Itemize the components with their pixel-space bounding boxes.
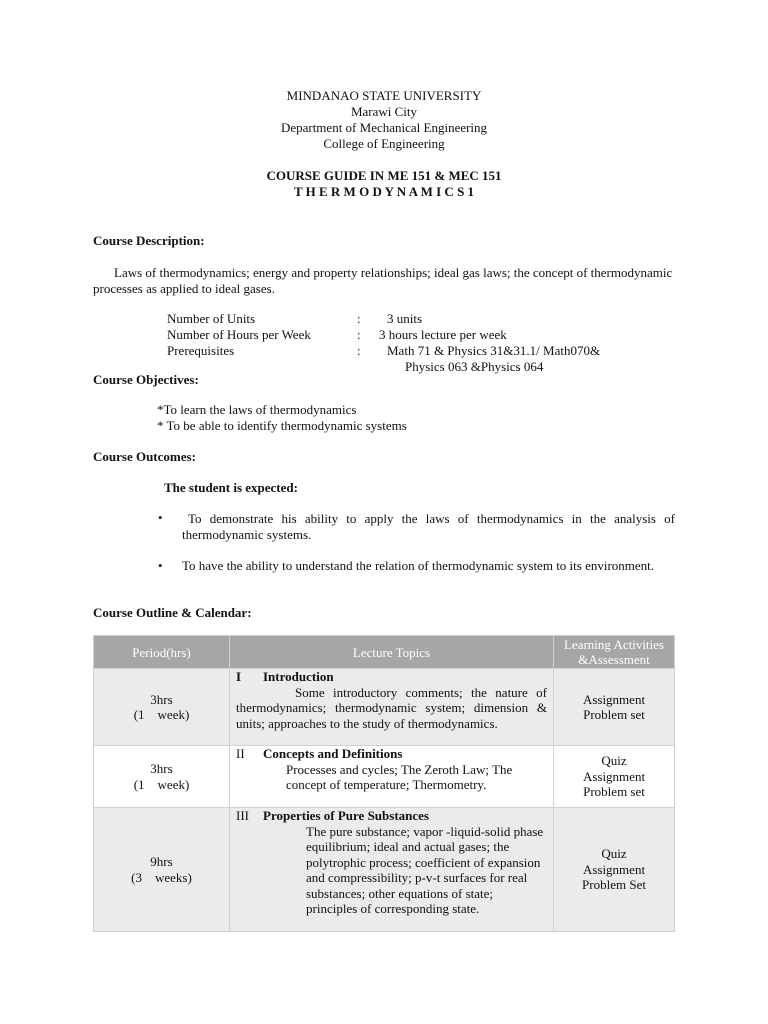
city-name: Marawi City — [350, 104, 418, 119]
period-cell — [94, 808, 230, 932]
topic-title: Properties of Pure Substances — [263, 808, 429, 823]
column-header-period: Period(hrs) — [94, 636, 230, 669]
topic-number: I — [236, 669, 242, 684]
objective-item: *To learn the laws of thermodynamics — [157, 402, 357, 417]
period-weeks: (1 week) — [133, 776, 190, 792]
table-row — [94, 808, 675, 932]
activity-item: Assignment — [582, 691, 646, 707]
activity-item: Assignment — [582, 768, 646, 784]
fact-value-continued: Physics 063 &Physics 064 — [405, 359, 544, 374]
period-hours: 9hrs — [150, 854, 173, 869]
activities-cell — [554, 808, 675, 932]
subject-title: T H E R M O D Y N A M I C S 1 — [293, 184, 475, 199]
course-objectives-heading: Course Objectives: — [93, 372, 199, 387]
fact-label: Number of Units — [167, 311, 256, 326]
outcome-bullet-text: To demonstrate his ability to apply the laws of thermodynamics in the analysis of thermodynamic systems. — [182, 511, 675, 542]
fact-label: Number of Hours per Week — [167, 327, 311, 342]
course-outline-table — [93, 635, 675, 932]
period-cell — [94, 746, 230, 808]
period-cell — [94, 669, 230, 746]
activity-item: Quiz — [601, 753, 627, 769]
university-name: MINDANAO STATE UNIVERSITY — [286, 88, 482, 103]
period-hours: 3hrs — [150, 761, 173, 776]
activity-item: Problem set — [583, 707, 645, 722]
fact-colon: : — [357, 311, 361, 326]
outcome-bullet-text: To have the ability to understand the relation of thermodynamic system to its environment. — [182, 558, 655, 573]
table-row — [94, 746, 675, 808]
topic-header — [236, 746, 547, 762]
fact-value: 3 hours lecture per week — [379, 327, 507, 342]
fact-colon: : — [357, 327, 361, 342]
topic-cell — [230, 669, 554, 746]
fact-value: 3 units — [387, 311, 423, 326]
activity-item: Problem Set — [582, 877, 646, 893]
topic-title: Introduction — [263, 669, 334, 684]
document-header — [0, 88, 768, 152]
topic-description: Some introductory comments; the nature of thermodynamics; thermodynamic system; dimension & units; approaches to the study of thermodynamics. — [236, 684, 547, 731]
topic-description: The pure substance; vapor -liquid-solid phase equilibrium; ideal and actual gases; the polytrophic process; coefficient of expansion and compressibility; p-v-t surfaces for real substances; other equations of state; principles of corresponding state. — [306, 823, 544, 916]
table-header-row — [94, 636, 675, 669]
period-weeks: (3 weeks) — [131, 869, 192, 885]
column-header-activities: Learning Activities &Assessment — [554, 636, 675, 669]
topic-title: Concepts and Definitions — [263, 746, 403, 761]
column-header-topics: Lecture Topics — [230, 636, 554, 669]
outcomes-intro: The student is expected: — [164, 480, 298, 495]
course-description-heading: Course Description: — [93, 233, 205, 248]
topic-cell — [230, 746, 554, 808]
fact-label: Prerequisites — [167, 343, 235, 358]
course-outcomes-heading: Course Outcomes: — [93, 449, 196, 464]
topic-number: III — [236, 808, 249, 823]
department-name: Department of Mechanical Engineering — [280, 120, 488, 135]
activity-item: Assignment — [582, 861, 646, 877]
topic-description: Processes and cycles; The Zeroth Law; The concept of temperature; Thermometry. — [286, 761, 513, 792]
fact-value: Math 71 & Physics 31&31.1/ Math070& — [387, 343, 601, 358]
document-title — [0, 168, 768, 200]
bullet-dot-icon: • — [158, 510, 163, 525]
course-description-text: Laws of thermodynamics; energy and property relationships; ideal gas laws; the concept of thermodynamic processes as applied to ideal gases. — [93, 265, 673, 296]
topic-header — [236, 669, 547, 685]
topic-header — [236, 808, 547, 824]
activities-cell — [554, 746, 675, 808]
topic-cell — [230, 808, 554, 932]
fact-colon: : — [357, 343, 361, 358]
period-hours: 3hrs — [150, 691, 173, 707]
activity-item: Quiz — [601, 846, 627, 862]
objective-item: * To be able to identify thermodynamic systems — [157, 418, 407, 433]
topic-number: II — [236, 746, 245, 761]
table-row — [94, 669, 675, 746]
activities-cell — [554, 669, 675, 746]
course-outline-heading: Course Outline & Calendar: — [93, 605, 252, 620]
activity-item: Problem set — [583, 784, 645, 800]
period-weeks: (1 week) — [133, 707, 190, 722]
college-name: College of Engineering — [323, 136, 445, 151]
course-guide-title: COURSE GUIDE IN ME 151 & MEC 151 — [266, 168, 502, 183]
bullet-dot-icon: • — [158, 558, 163, 573]
